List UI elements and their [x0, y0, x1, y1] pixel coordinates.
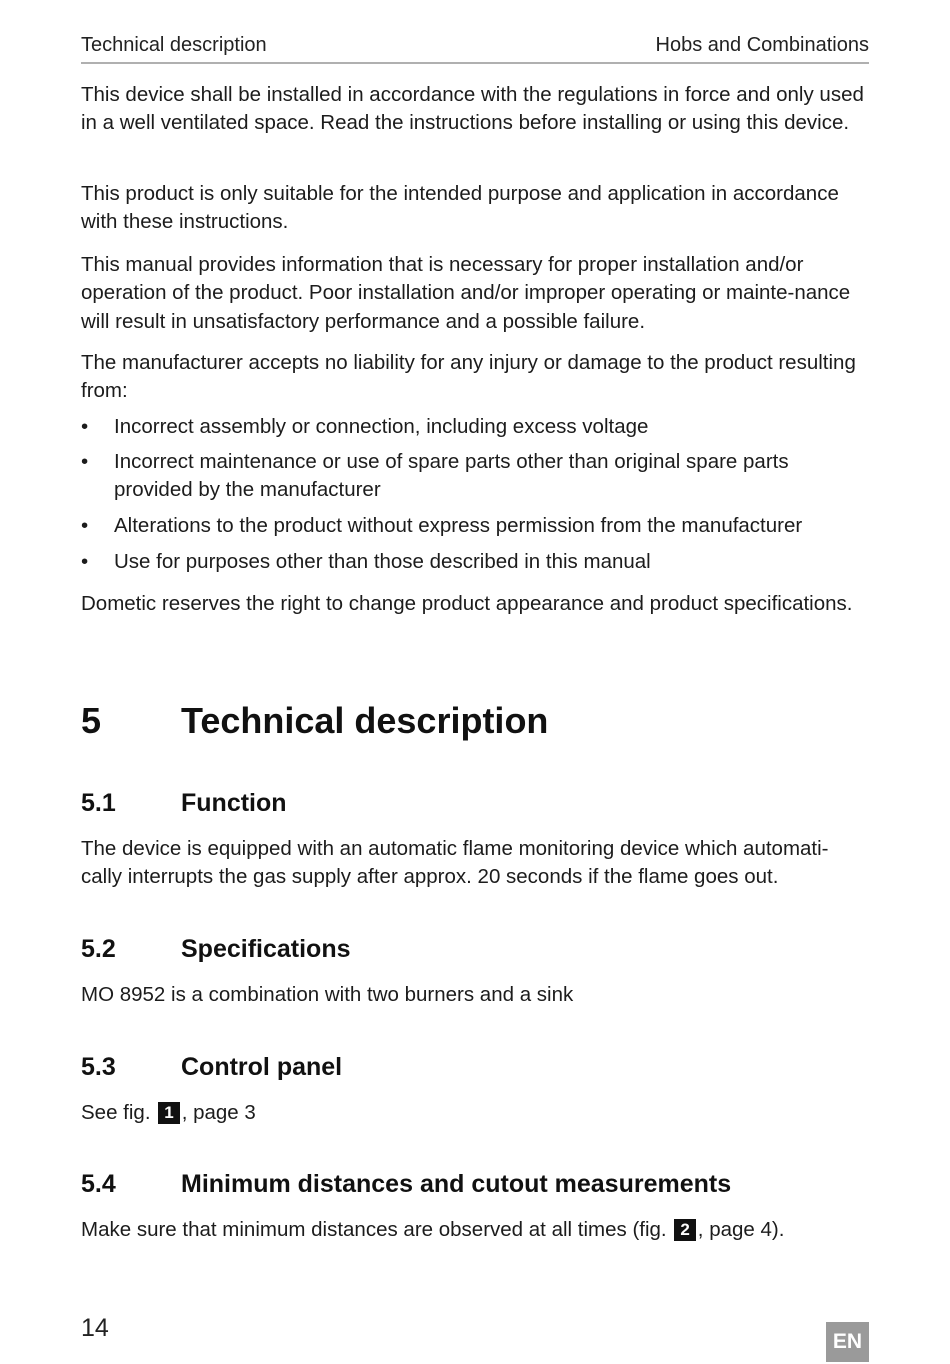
bullet-symbol: •: [81, 450, 89, 473]
intro-paragraph-3: This manual provides information that is necessary for proper installation and/or operation of the product. Poor installation and/or improper operating or mainte-nance will result in unsatisfactory performance and a possible failure.: [81, 253, 851, 333]
subsection-title: Control panel: [181, 1053, 343, 1081]
list-item-text: Incorrect maintenance or use of spare parts other than original spare parts provided by the manufacturer: [114, 450, 789, 502]
text-segment: , page 3: [181, 1101, 256, 1124]
intro-paragraph-4: The manufacturer accepts no liability for any injury or damage to the product resulting from:: [81, 351, 856, 403]
control-panel-paragraph: [81, 1099, 869, 1127]
list-item-text: Incorrect assembly or connection, including excess voltage: [114, 415, 649, 438]
subsection-number: 5.1: [81, 789, 116, 817]
list-item-text: Use for purposes other than those described in this manual: [114, 550, 651, 573]
header-section-title: Technical description: [81, 34, 267, 56]
page-number: 14: [81, 1314, 109, 1342]
text-segment: , page 4).: [697, 1218, 785, 1241]
subsection-number: 5.4: [81, 1170, 116, 1198]
subsection-title: Specifications: [181, 935, 351, 963]
bullet-symbol: •: [81, 514, 89, 537]
intro-paragraph-2: This product is only suitable for the intended purpose and application in accordance with these instructions.: [81, 182, 839, 234]
bullet-symbol: •: [81, 550, 89, 573]
page-header: [81, 32, 869, 64]
header-document-title: Hobs and Combinations: [655, 34, 869, 56]
subsection-title: Function: [181, 789, 287, 817]
bullet-symbol: •: [81, 415, 89, 438]
section-title: Technical description: [181, 700, 549, 741]
subsection-number: 5.3: [81, 1053, 116, 1081]
specifications-paragraph: MO 8952 is a combination with two burners and a sink: [81, 983, 574, 1006]
intro-paragraph-5: Dometic reserves the right to change product appearance and product specifications.: [81, 592, 853, 615]
figure-reference-badge: 2: [674, 1219, 695, 1241]
list-item-text: Alterations to the product without express permission from the manufacturer: [114, 514, 803, 537]
section-number: 5: [81, 700, 102, 741]
minimum-distances-paragraph: [81, 1216, 869, 1244]
subsection-number: 5.2: [81, 935, 116, 963]
text-segment: See fig.: [81, 1101, 151, 1124]
subsection-title: Minimum distances and cutout measurements: [181, 1170, 732, 1198]
language-badge: EN: [826, 1322, 869, 1362]
figure-reference-badge: 1: [158, 1102, 179, 1124]
text-segment: Make sure that minimum distances are observed at all times (fig.: [81, 1218, 667, 1241]
function-paragraph: The device is equipped with an automatic flame monitoring device which automati-cally interrupts the gas supply after approx. 20 seconds if the flame goes out.: [81, 837, 829, 889]
intro-paragraph-1: This device shall be installed in accordance with the regulations in force and only used in a well ventilated space. Read the instructions before installing or using this device.: [81, 83, 864, 135]
